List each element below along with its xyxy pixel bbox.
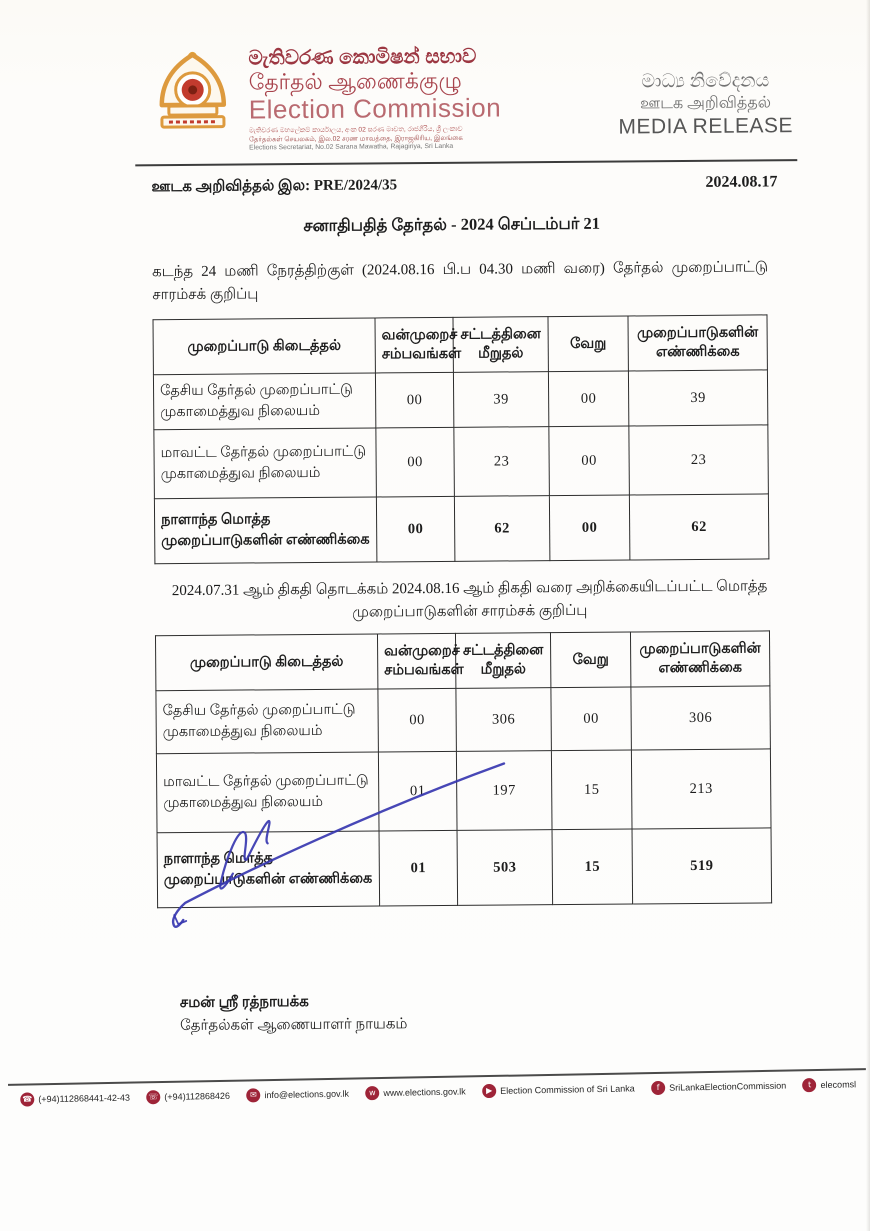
commission-titles xyxy=(248,45,501,153)
signatory-name: சமன் ஸ்ரீ ரத்நாயக்க xyxy=(179,994,309,1012)
scan-edge-shadow xyxy=(866,0,870,1231)
footer-twitter xyxy=(802,1077,856,1092)
youtube-channel: Election Commission of Sri Lanka xyxy=(500,1083,635,1096)
complaints-table-cumulative xyxy=(155,630,772,908)
cell-value: 62 xyxy=(629,494,769,560)
table-row xyxy=(154,425,769,499)
footer-youtube xyxy=(482,1081,635,1098)
cell-value: 197 xyxy=(456,751,552,831)
cell-value: 306 xyxy=(456,688,551,752)
table-header-row xyxy=(153,315,767,375)
cell-value: 01 xyxy=(379,830,458,906)
row-label: தேசிய தேர்தல் முறைப்பாட்டு முகாமைத்துவ நிலையம் xyxy=(156,689,378,754)
commission-brand xyxy=(146,45,501,153)
phone-number: (+94)112868441-42-43 xyxy=(38,1092,131,1105)
col-law-violations: சட்டத்தினை மீறுதல் xyxy=(453,317,548,373)
table-row xyxy=(156,749,771,833)
cell-value: 00 xyxy=(376,496,455,562)
cell-value: 00 xyxy=(376,427,455,497)
row-label: நாளாந்த மொத்த முறைப்பாடுகளின் எண்ணிக்கை xyxy=(157,831,380,908)
cell-value: 39 xyxy=(628,370,767,426)
footer-website xyxy=(365,1084,466,1100)
cell-value: 23 xyxy=(454,427,550,497)
cell-value: 503 xyxy=(457,830,553,906)
cell-value: 23 xyxy=(629,425,769,495)
cell-value: 519 xyxy=(632,828,772,904)
page-title: சனாதிபதித் தேர்தல் - 2024 செப்டம்பர் 21 xyxy=(303,213,601,235)
org-name-english: Election Commission xyxy=(248,92,502,125)
col-total-complaints: முறைப்பாடுகளின் எண்ணிக்கை xyxy=(630,631,769,687)
section2-intro: 2024.07.31 ஆம் திகதி தொடக்கம் 2024.08.16 ஆம் திகதி வரை அறிக்கையிடப்பட்ட மொத்த முறைப்பாடுகளின் சாரம்சக் குறிப்பு xyxy=(171,578,768,621)
col-total-complaints: முறைப்பாடுகளின் எண்ணிக்கை xyxy=(628,315,767,371)
cell-value: 15 xyxy=(552,829,633,905)
youtube-icon: ▶ xyxy=(482,1084,496,1098)
col-complaint-receipt: முறைப்பாடு கிடைத்தல் xyxy=(153,318,375,375)
col-violence-incidents: வன்முறைச் சம்பவங்கள் xyxy=(375,317,453,373)
complaints-table-24h xyxy=(152,314,769,564)
row-label: மாவட்ட தேர்தல் முறைப்பாட்டு முகாமைத்துவ நிலையம் xyxy=(156,752,379,833)
address-sinhala: මැතිවරණ මහලේකම් කාර්යාලය, අංක 02 සරණ මාවත, රාජගිරිය, ශ්‍රී ලංකාව xyxy=(248,125,463,135)
table-row xyxy=(156,686,770,754)
reference-label: ஊடக அறிவித்தல் இல: xyxy=(151,177,311,195)
facebook-icon: f xyxy=(651,1081,665,1095)
release-date: 2024.08.17 xyxy=(705,172,778,191)
cell-value: 00 xyxy=(549,426,630,496)
table-total-row xyxy=(154,494,768,564)
footer-fax xyxy=(146,1089,230,1105)
row-label: தேசிய தேர்தல் முறைப்பாட்டு முகாமைத்துவ நிலையம் xyxy=(153,373,375,430)
signature-block xyxy=(180,987,870,1037)
fax-number: (+94)112868426 xyxy=(164,1090,231,1102)
footer-facebook xyxy=(651,1079,786,1095)
cell-value: 00 xyxy=(378,688,456,752)
footer-email xyxy=(246,1087,349,1103)
fax-icon: ☏ xyxy=(146,1090,160,1104)
globe-icon: w xyxy=(365,1086,379,1100)
media-release-block xyxy=(618,69,793,140)
website-url: www.elections.gov.lk xyxy=(383,1086,466,1098)
address-tamil: தேர்தல்கள் செயலகம், இல.02 சரண மாவத்தை, இராஜகிரிய, இலங்கை xyxy=(249,134,463,144)
col-other: வேறு xyxy=(550,632,630,688)
email-icon: ✉ xyxy=(246,1088,260,1102)
cell-value: 213 xyxy=(631,749,771,829)
signatory-title: தேர்தல்கள் ஆணையாளர் நாயகம் xyxy=(179,1015,408,1034)
cell-value: 62 xyxy=(454,496,550,562)
phone-icon: ☎ xyxy=(20,1092,34,1106)
cell-value: 15 xyxy=(551,750,632,830)
cell-value: 00 xyxy=(551,687,631,751)
org-name-sinhala: මැතිවරණ කොමිෂන් සභාව xyxy=(248,45,477,70)
col-law-violations: சட்டத்தினை மீறுதல் xyxy=(455,633,550,689)
secretariat-address xyxy=(249,126,501,153)
row-label: மாவட்ட தேர்தல் முறைப்பாட்டு முகாமைத்துவ நிலையம் xyxy=(154,428,377,499)
col-complaint-receipt: முறைப்பாடு கிடைத்தல் xyxy=(155,634,377,691)
cell-value: 01 xyxy=(378,751,457,831)
cell-value: 00 xyxy=(549,495,630,561)
facebook-page: SriLankaElectionCommission xyxy=(669,1080,787,1093)
table-header-row xyxy=(155,631,769,691)
contact-footer xyxy=(0,1068,870,1107)
twitter-handle: elecomsl xyxy=(820,1079,857,1090)
section1-intro: கடந்த 24 மணி நேரத்திற்குள் (2024.08.16 பி.ப 04.30 மணி வரை) தேர்தல் முறைப்பாட்டு சாரம்சக் குறிப்பு xyxy=(152,258,769,304)
cell-value: 39 xyxy=(453,372,548,428)
letterhead xyxy=(0,0,870,155)
cell-value: 00 xyxy=(375,372,453,428)
col-violence-incidents: வன்முறைச் சம்பவங்கள் xyxy=(377,633,455,689)
row-label: நாளாந்த மொத்த முறைப்பாடுகளின் எண்ணிக்கை xyxy=(154,497,377,564)
cell-value: 00 xyxy=(548,371,628,427)
address-english: Elections Secretariat, No.02 Sarana Mawatha, Rajagiriya, Sri Lanka xyxy=(249,142,454,152)
footer-phone xyxy=(20,1091,130,1107)
email-address: info@elections.gov.lk xyxy=(264,1088,350,1101)
media-release-english: MEDIA RELEASE xyxy=(618,113,794,139)
reference-row xyxy=(1,160,870,198)
media-release-tamil: ஊடக அறிவித்தல் xyxy=(639,94,772,113)
table-total-row xyxy=(157,828,772,908)
reference-number xyxy=(151,176,397,197)
org-name-tamil: தேர்தல் ஆணைக்குழு xyxy=(248,68,462,95)
col-other: வேறு xyxy=(548,316,628,372)
cell-value: 306 xyxy=(631,686,770,750)
twitter-icon: t xyxy=(802,1078,816,1092)
media-release-sinhala: මාධ්‍ය නිවේදනය xyxy=(641,70,770,93)
table-row xyxy=(153,370,767,430)
election-commission-logo-icon xyxy=(146,48,239,147)
reference-value: PRE/2024/35 xyxy=(313,176,398,194)
